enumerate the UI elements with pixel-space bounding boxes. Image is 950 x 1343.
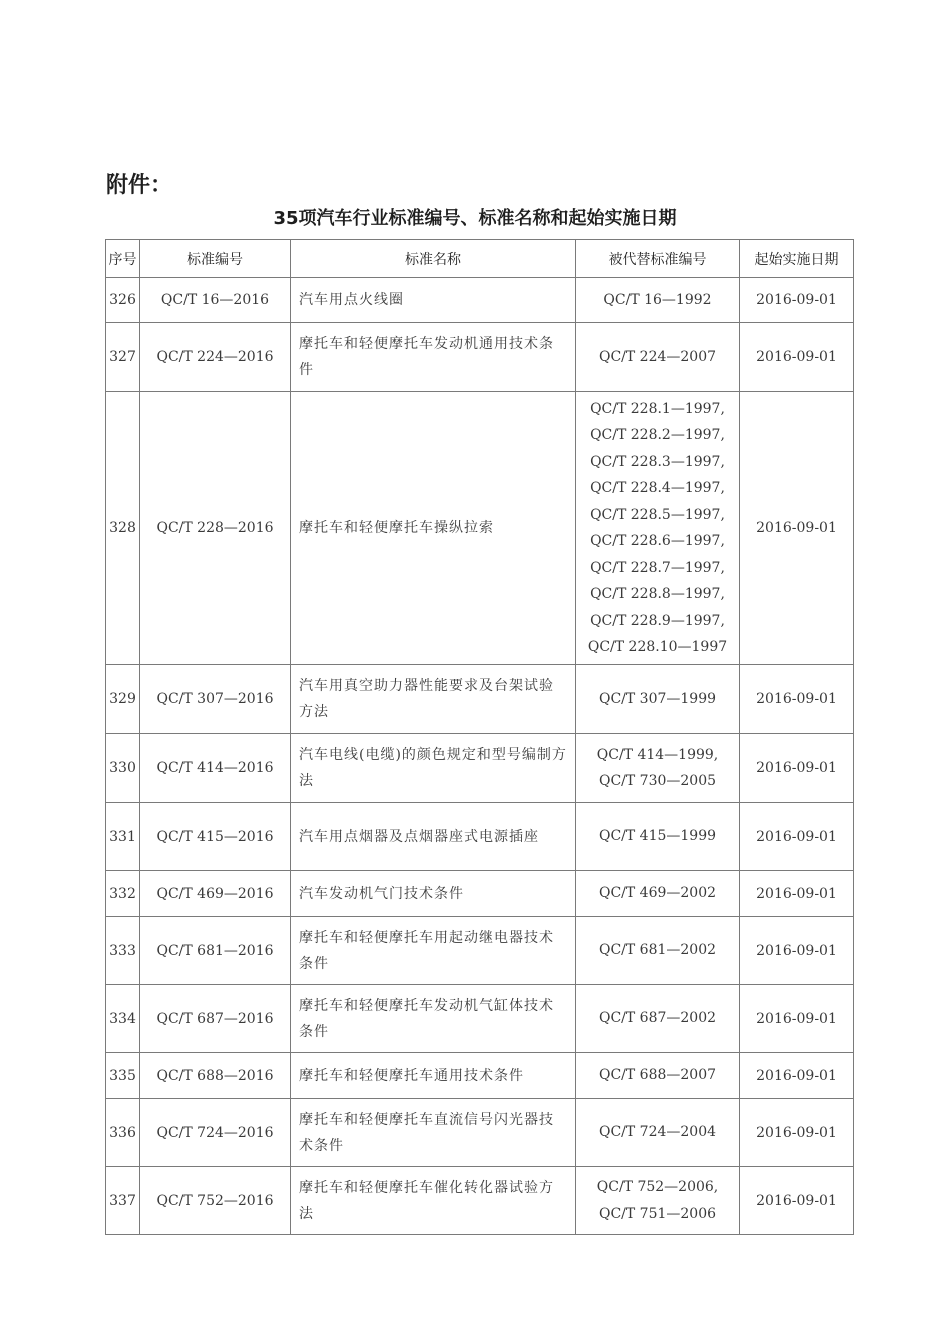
replaced-standard-code: QC/T 751—2006 <box>598 1205 717 1222</box>
replaced-standard-code: QC/T 688—2007 <box>598 1067 717 1084</box>
standard-name: 摩托车和轻便摩托车操纵拉索 <box>291 392 576 665</box>
replaced-standards <box>576 1053 740 1099</box>
table-row <box>106 734 854 803</box>
replaced-standard-code: QC/T 228.1—1997, <box>590 400 725 417</box>
replaced-standards <box>576 871 740 917</box>
standard-code: QC/T 688—2016 <box>140 1053 291 1099</box>
standard-code: QC/T 414—2016 <box>140 734 291 803</box>
table-header-row <box>106 240 854 278</box>
header-date: 起始实施日期 <box>740 240 854 278</box>
replaced-standard-code: QC/T 469—2002 <box>598 885 717 902</box>
start-date: 2016-09-01 <box>740 323 854 392</box>
start-date: 2016-09-01 <box>740 734 854 803</box>
replaced-standards <box>576 665 740 734</box>
table-row <box>106 917 854 985</box>
table-row <box>106 392 854 665</box>
replaced-standard-code: QC/T 724—2004 <box>598 1124 717 1141</box>
replaced-standard-code: QC/T 228.3—1997, <box>590 453 725 470</box>
standard-name: 汽车发动机气门技术条件 <box>291 871 576 917</box>
standard-name: 摩托车和轻便摩托车催化转化器试验方法 <box>291 1167 576 1235</box>
standard-code: QC/T 16—2016 <box>140 278 291 323</box>
start-date: 2016-09-01 <box>740 803 854 871</box>
standard-code: QC/T 415—2016 <box>140 803 291 871</box>
row-number: 337 <box>106 1167 140 1235</box>
start-date: 2016-09-01 <box>740 278 854 323</box>
standard-name: 摩托车和轻便摩托车直流信号闪光器技术条件 <box>291 1099 576 1167</box>
replaced-standard-code: QC/T 415—1999 <box>598 828 717 845</box>
standard-name: 摩托车和轻便摩托车发动机气缸体技术条件 <box>291 985 576 1053</box>
replaced-standard-code: QC/T 307—1999 <box>598 690 717 707</box>
header-no: 序号 <box>106 240 140 278</box>
row-number: 328 <box>106 392 140 665</box>
replaced-standards <box>576 985 740 1053</box>
replaced-standard-code: QC/T 681—2002 <box>598 942 717 959</box>
row-number: 331 <box>106 803 140 871</box>
start-date: 2016-09-01 <box>740 1053 854 1099</box>
header-code: 标准编号 <box>140 240 291 278</box>
header-name: 标准名称 <box>291 240 576 278</box>
standard-code: QC/T 307—2016 <box>140 665 291 734</box>
table-row <box>106 278 854 323</box>
standard-code: QC/T 724—2016 <box>140 1099 291 1167</box>
row-number: 327 <box>106 323 140 392</box>
standard-name: 汽车用点火线圈 <box>291 278 576 323</box>
replaced-standard-code: QC/T 414—1999, <box>596 746 719 763</box>
start-date: 2016-09-01 <box>740 985 854 1053</box>
replaced-standard-code: QC/T 228.9—1997, <box>590 612 725 629</box>
replaced-standard-code: QC/T 228.6—1997, <box>590 533 725 549</box>
row-number: 330 <box>106 734 140 803</box>
table-row <box>106 1053 854 1099</box>
table-row <box>106 803 854 871</box>
standard-name: 摩托车和轻便摩托车发动机通用技术条件 <box>291 323 576 392</box>
standard-code: QC/T 687—2016 <box>140 985 291 1053</box>
standard-code: QC/T 752—2016 <box>140 1167 291 1235</box>
replaced-standards <box>576 392 740 665</box>
replaced-standards <box>576 734 740 803</box>
document-title: 35项汽车行业标准编号、标准名称和起始实施日期 <box>273 208 677 229</box>
standard-name: 汽车用真空助力器性能要求及台架试验方法 <box>291 665 576 734</box>
standard-name: 汽车用点烟器及点烟器座式电源插座 <box>291 803 576 871</box>
replaced-standard-code: QC/T 228.10—1997 <box>587 639 728 655</box>
start-date: 2016-09-01 <box>740 917 854 985</box>
replaced-standards <box>576 917 740 985</box>
replaced-standards <box>576 278 740 323</box>
table-row <box>106 665 854 734</box>
standard-code: QC/T 224—2016 <box>140 323 291 392</box>
start-date: 2016-09-01 <box>740 1099 854 1167</box>
table-row <box>106 1167 854 1235</box>
standard-code: QC/T 469—2016 <box>140 871 291 917</box>
row-number: 326 <box>106 278 140 323</box>
replaced-standards <box>576 1167 740 1235</box>
replaced-standard-code: QC/T 16—1992 <box>603 291 712 308</box>
start-date: 2016-09-01 <box>740 871 854 917</box>
replaced-standard-code: QC/T 224—2007 <box>598 348 717 365</box>
start-date: 2016-09-01 <box>740 1167 854 1235</box>
row-number: 329 <box>106 665 140 734</box>
replaced-standard-code: QC/T 228.7—1997, <box>590 559 725 576</box>
replaced-standards <box>576 803 740 871</box>
table-row <box>106 985 854 1053</box>
table-row <box>106 1099 854 1167</box>
row-number: 334 <box>106 985 140 1053</box>
attachment-heading: 附件： <box>106 173 173 198</box>
row-number: 333 <box>106 917 140 985</box>
standards-table <box>105 239 854 1235</box>
standard-name: 汽车电线(电缆)的颜色规定和型号编制方法 <box>291 734 576 803</box>
standard-code: QC/T 681—2016 <box>140 917 291 985</box>
table-row <box>106 323 854 392</box>
replaced-standard-code: QC/T 228.4—1997, <box>590 480 725 496</box>
standard-name: 摩托车和轻便摩托车用起动继电器技术条件 <box>291 917 576 985</box>
start-date: 2016-09-01 <box>740 665 854 734</box>
standard-name: 摩托车和轻便摩托车通用技术条件 <box>291 1053 576 1099</box>
row-number: 335 <box>106 1053 140 1099</box>
replaced-standard-code: QC/T 228.5—1997, <box>590 506 725 523</box>
replaced-standards <box>576 323 740 392</box>
standard-code: QC/T 228—2016 <box>140 392 291 665</box>
replaced-standard-code: QC/T 228.2—1997, <box>590 427 725 443</box>
table-row <box>106 871 854 917</box>
replaced-standard-code: QC/T 228.8—1997, <box>590 586 725 602</box>
row-number: 336 <box>106 1099 140 1167</box>
replaced-standard-code: QC/T 730—2005 <box>598 773 717 789</box>
replaced-standards <box>576 1099 740 1167</box>
header-replaced: 被代替标准编号 <box>576 240 740 278</box>
replaced-standard-code: QC/T 687—2002 <box>598 1010 717 1027</box>
start-date: 2016-09-01 <box>740 392 854 665</box>
row-number: 332 <box>106 871 140 917</box>
replaced-standard-code: QC/T 752—2006, <box>596 1179 719 1195</box>
